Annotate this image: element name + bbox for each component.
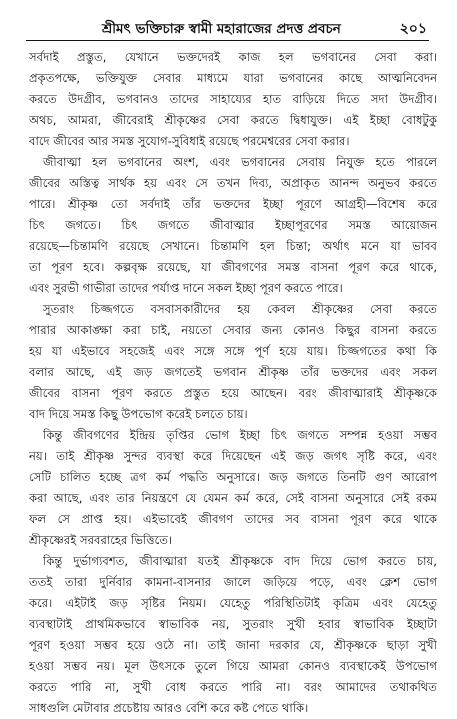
- page-number: ২০১: [399, 21, 427, 37]
- text-line: ব্যবস্থাটাই প্রাথমিকভাবে স্বাভাবিক নয়, সুতরাং সুখী হবার স্বাভাবিক ইচ্ছাটা: [29, 617, 437, 631]
- paragraph-3: [29, 299, 437, 425]
- text-line: নয়। তাই শ্রীকৃষ্ণ সুন্দর ব্যবস্থা করে দিয়েছেন এই জড় জগৎ সৃষ্টি করে, এবং: [29, 449, 437, 463]
- text-line: ততই তারা দুর্নিবার কামনা-বাসনার জালে জড়িয়ে পড়ে, এবং ক্লেশ ভোগ: [29, 575, 437, 589]
- text-line: অথচ, আমরা, জীবেরাই শ্রীকৃষ্ণের সেবা করতে দ্বিধাযুক্ত। এই ইচ্ছা বোধটুকু: [29, 113, 437, 127]
- text-line: জীবাত্মা হল ভগবানের অংশ, এবং ভগবানের সেবায় নিযুক্ত হতে পারলে: [43, 155, 437, 169]
- text-line: সাধগুলি মেটাবার প্রচেষ্টায় আরও বেশি করে কষ্ট পেতে থাকি।: [29, 701, 309, 715]
- text-line: সুতরাং চিজ্জগতে বসবাসকারীদের হয় কেবল শ্রীকৃষ্ণের সেবা করতে: [43, 302, 437, 316]
- text-line: বাদ দিয়ে সমস্ত কিছু উপভোগ করেই চলতে চায়।: [29, 407, 248, 421]
- text-line: তা পূরণ হবে। কল্পবৃক্ষ রয়েছে, যা জীবগণের সমস্ত বাসনা পূরণ করে থাকে,: [29, 260, 437, 274]
- running-header: [28, 14, 427, 36]
- body-text: [29, 47, 437, 719]
- text-line: চিৎ জগতে। চিৎ জগতে জীবাত্মার ইচ্ছাপূরণের সমস্ত আয়োজন: [29, 218, 437, 232]
- text-line: প্রকৃতপক্ষে, ভক্তিযুক্ত সেবার মাধ্যমে যারা ভগবানের কাছে আত্মনিবেদন: [29, 71, 437, 85]
- text-line: কিন্তু জীবগণের ইন্দ্রিয় তৃপ্তির ভোগ ইচ্ছা চিৎ জগতে সম্পন্ন হওয়া সম্ভব: [43, 428, 437, 442]
- text-line: হওয়া সম্ভব নয়। মূল উৎসকে তুলে গিয়ে আমরা কোনও ব্যবস্থাকেই উপভোগ: [29, 659, 437, 673]
- text-line: বলার আছে, এই জড় জগতেই ভগবান শ্রীকৃষ্ণ তাঁর ভক্তদের এবং সকল: [29, 365, 437, 379]
- paragraph-4: [29, 425, 437, 551]
- text-line: করা আছে, এবং তার নিয়ন্ত্রণে যে যেমন কর্ম করে, সেই বাসনা অনুসারে সেই রকম: [29, 491, 437, 505]
- text-line: বাদে জীবের আর সমস্ত সুযোগ-সুবিধাই রয়েছে পরমেশ্বরের সেবা করার।: [29, 134, 350, 148]
- paragraph-1: [29, 47, 437, 152]
- text-line: হয় যা এইভাবে সহজেই এবং সঙ্গে সঙ্গে পূর্ণ হয়ে যায়। চিজ্জগতের কথা কি: [29, 344, 437, 358]
- text-line: করতে উদগ্রীব, ভগবানও তাদের সাহায্যের হাত বাড়িয়ে দিতে সদা উদগ্রীব।: [29, 92, 437, 106]
- text-line: সর্বদাই প্রস্তুত, যেখানে ভক্তদেরই কাজ হল ভগবানের সেবা করা।: [29, 50, 437, 64]
- text-line: ফল সে প্রাপ্ত হয়। এইভাবেই জীবগণ তাদের সব বাসনা পূরণ করে থাকে: [29, 512, 437, 526]
- text-line: পারে। শ্রীকৃষ্ণ তো সর্বদাই তাঁর ভক্তদের ইচ্ছা পূরণে আগ্রহী—বিশেষ করে: [29, 197, 437, 211]
- text-line: পূরণ হওয়া সম্ভব হয়ে ওঠে না। তাই জানা দরকার যে, শ্রীকৃষ্ণকে ছাড়া সুখী: [29, 638, 437, 652]
- paragraph-5: [29, 551, 437, 719]
- text-line: পারার আকাঙ্ক্ষা করা চাই, নয়তো সেবার জন্য কোনও কিছুর বাসনা করতে: [29, 323, 437, 337]
- text-line: সেটি চালিত হচ্ছে ত্রগ কর্ম পদ্ধতি অনুসারে। জড় জগতে তিনটি গুণ আরোপ: [29, 470, 437, 484]
- text-line: জীবের বাসনা পূরণ করতে প্রস্তুত হয়ে আছেন। বরং জীবাত্মারাই শ্রীকৃষ্ণকে: [29, 386, 437, 400]
- text-line: রয়েছে—চিন্তামণি রয়েছে সেখানে। চিন্তামণি হল চিন্তা; অর্থাৎ মনে যা ভাবব: [29, 239, 437, 253]
- text-line: করে। এইটাই জড় সৃষ্টির নিয়ম। যেহেতু পরিস্থিতিটাই কৃত্রিম এবং যেহেতু: [29, 596, 437, 610]
- header-title: শ্রীমৎ ভক্তিচারু স্বামী মহারাজের প্রদত্ত প্রবচন: [102, 20, 341, 37]
- paragraph-2: [29, 152, 437, 299]
- text-line: এবং সুরভী গাভীরা তাদের পর্যাপ্ত দানে সকল ইচ্ছা পূরণ করতে পারে।: [29, 281, 343, 295]
- text-line: কিন্তু দুর্ভাগ্যবশত, জীবাত্মারা যতই শ্রীকৃষ্ণকে বাদ দিয়ে ভোগ করতে চায়,: [43, 554, 437, 568]
- text-line: শ্রীকৃষ্ণেরই সরবরাহের ভিত্তিতে।: [29, 533, 173, 547]
- header-rule: [26, 40, 429, 41]
- text-line: জীবের অস্তিত্ব সার্থক হয় এবং সে তখন দিব্য, অপ্রাকৃত আনন্দ অনুভব করতে: [29, 176, 437, 190]
- text-line: করতে পারি না, সুখী বোধ করতে পারি না। বরং আমাদের তথাকথিত: [29, 680, 437, 694]
